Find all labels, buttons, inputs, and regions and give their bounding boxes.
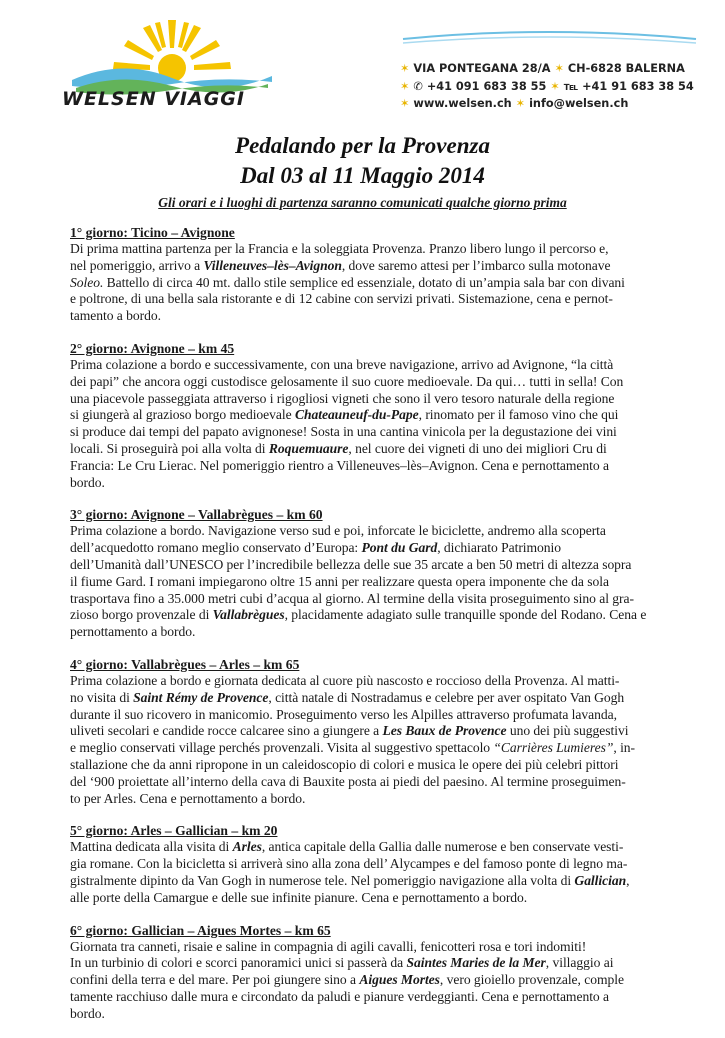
contact-city: CH-6828 BALERNA (567, 62, 685, 75)
logo-text: WELSEN VIAGGI (62, 88, 245, 110)
day-section (70, 507, 660, 641)
place-name: “Carrières Lumieres” (493, 740, 614, 756)
page-header (0, 0, 725, 130)
page-title: Pedalando per la Provenza (235, 133, 490, 158)
day-description (70, 673, 660, 807)
contact-address-line (400, 62, 685, 75)
fax-icon: ℡ (563, 80, 579, 93)
star-icon: ✶ (400, 80, 410, 93)
contact-web[interactable]: www.welsen.ch (413, 97, 512, 110)
place-name: Pont du Gard (361, 540, 438, 556)
contact-fax: +41 91 683 38 54 (582, 80, 694, 93)
itinerary (70, 225, 660, 1038)
star-icon: ✶ (400, 62, 410, 75)
day-description (70, 939, 660, 1023)
place-name: Arles (232, 839, 262, 855)
page-dates: Dal 03 al 11 Maggio 2014 (240, 163, 485, 188)
contact-phone-line (400, 80, 694, 93)
day-description (70, 357, 660, 491)
place-name: Soleo. (70, 274, 104, 290)
text-run: , placidamente adagiato sulle tranquille sponde del Rodano. Cena e pernottamento a bordo. (70, 607, 647, 640)
day-section (70, 823, 660, 906)
place-name: Saint Rémy de Provence (133, 689, 269, 705)
day-title: 1° giorno: Ticino – Avignone (70, 225, 235, 240)
contact-address: VIA PONTEGANA 28/A (413, 62, 551, 75)
day-title: 4° giorno: Vallabrègues – Arles – km 65 (70, 656, 300, 672)
text-run: , dichiarato Patrimonio dell’Umanità dall’UNESCO per l’incredibile bellezza delle sue 35 arcate a ben 50 metri di altezza sopra il fiume Gard. I romani impiegarono oltre 15 anni per realizzare questa opera imponente che da sola trasportava fino a 35.000 metri cubi d’acqua al giorno. Al termine della visita proseguimento sino al gra- zioso borgo provenzale di (70, 540, 634, 623)
text-run: , villaggio ai confini della terra e del mare. Per poi giungere sino a (70, 955, 614, 988)
text-run: , nel cuore dei vigneti di uno dei migliori Cru di Francia: Le Cru Lierac. Nel pomeriggio rientro a Villeneuves–lès–Avignon. Cena e pernottamento a bordo. (70, 440, 609, 490)
star-icon: ✶ (400, 97, 410, 110)
place-name: Aigues Mortes (359, 972, 440, 988)
place-name: Vallabrègues (212, 607, 285, 623)
contact-phone: +41 091 683 38 55 (426, 80, 547, 93)
text-run: , dove saremo attesi per l’imbarco sulla motonave (341, 257, 611, 273)
text-run: , rinomato per il famoso vino che qui si produce dai tempi del papato avignonese! Sosta in una cantina vinicola per la degustazione dei vini locali. Si proseguirà poi alla volta di (70, 407, 619, 456)
day-section (70, 657, 660, 807)
place-name: Roquemuaure (268, 440, 349, 456)
place-name: Les Baux de Provence (382, 723, 507, 739)
text-run: Giornata tra canneti, risaie e saline in compagnia di agili cavalli, fenicotteri rosa e tori indomiti! In un turbinio di colori e scorci panoramici unici si passerà da (70, 938, 587, 971)
day-title: 6° giorno: Gallician – Aigues Mortes – km 65 (70, 922, 331, 938)
day-section (70, 923, 660, 1023)
text-run: , città natale di Nostradamus e celebre per aver ospitato Van Gogh durante il suo ricovero in manicomio. Proseguimento verso les Alpilles attraverso profumata lavanda, uliveti secolari e candide rocce calcaree sino a giungere a (70, 689, 625, 739)
contact-web-line (400, 97, 628, 110)
text-run: Mattina dedicata alla visita di (70, 839, 233, 855)
place-name: Saintes Maries de la Mer (406, 955, 546, 971)
place-name: Gallician (574, 872, 627, 888)
star-icon: ✶ (515, 97, 526, 110)
day-description (70, 523, 660, 641)
text-run: Di prima mattina partenza per la Francia e la soleggiata Provenza. Pranzo libero lungo il percorso e, nel pomeriggio, arrivo a (70, 241, 609, 273)
day-section (70, 225, 660, 325)
day-title: 2° giorno: Avignone – km 45 (70, 340, 235, 356)
day-title: 3° giorno: Avignone – Vallabrègues – km 60 (70, 507, 323, 523)
text-run: Prima colazione a bordo. Navigazione verso sud e poi, inforcate le biciclette, andremo alla scoperta dell’acquedotto romano meglio conservato d’Europa: (70, 523, 606, 556)
star-icon: ✶ (550, 80, 560, 93)
text-run: Battello di circa 40 mt. dallo stile semplice ed essenziale, dotato di un’ampia sala bar con divani e poltrone, di una bella sala ristorante e di 12 cabine con servizi privati. Sistemazione, cena e pernot- tamento a bordo. (70, 274, 625, 324)
text-run: , vero gioiello provenzale, comple tamente racchiuso dalle mura e circondato da paludi e pianure verdeggianti. Cena e pernottamento a bordo. (70, 972, 624, 1021)
day-description (70, 241, 660, 325)
place-name: Villeneuves–lès–Avignon (203, 257, 342, 273)
text-run: Prima colazione a bordo e giornata dedicata al cuore più nascosto e roccioso della Provenza. Al matti- no visita di (70, 672, 620, 705)
place-name: Chateauneuf-du-Pape (294, 407, 419, 423)
contact-email[interactable]: info@welsen.ch (529, 97, 629, 110)
text-run: , antica capitale della Gallia dalle numerose e ben conservate vesti- gia romane. Con la bicicletta si arriverà sino alla zona dell’ Alycampes e del famoso ponte di legno ma- gistralmente dipinto da Van Gogh in numerose tele. Nel pomeriggio navigazione alla volta di (70, 839, 628, 888)
day-section (70, 341, 660, 491)
text-run: , alle porte della Camargue e delle sue infinite pianure. Cena e pernottamento a bordo. (70, 872, 630, 905)
page-subtitle: Gli orari e i luoghi di partenza saranno comunicati qualche giorno prima (158, 195, 567, 210)
star-icon: ✶ (554, 62, 564, 75)
text-run: uno dei più suggestivi e meglio conservati village perchés provenzali. Visita al suggestivo spettacolo (70, 723, 629, 756)
text-run: Prima colazione a bordo e successivamente, con una breve navigazione, arrivo ad Avignone, “la città dei papi” che ancora oggi custodisce gelosamente il suo cuore medioevale. Da qui… tutti in sella! Con una piacevole passeggiata attraverso i rigogliosi vigneti che sono il vero tesoro naturale della regione si giungerà al grazioso borgo medioevale (70, 356, 624, 423)
text-run: , in- stallazione che da anni ripropone in un caleidoscopio di colori e musica le opere dei più celebri pittori del ‘900 proiettate all’interno della cava di Bauxite posta ai piedi del paesino. Al termine proseguimen- to per Arles. Cena e pernottamento a bordo. (70, 740, 636, 806)
day-description (70, 839, 660, 906)
day-title: 5° giorno: Arles – Gallician – km 20 (70, 823, 278, 839)
phone-icon: ✆ (413, 80, 423, 93)
